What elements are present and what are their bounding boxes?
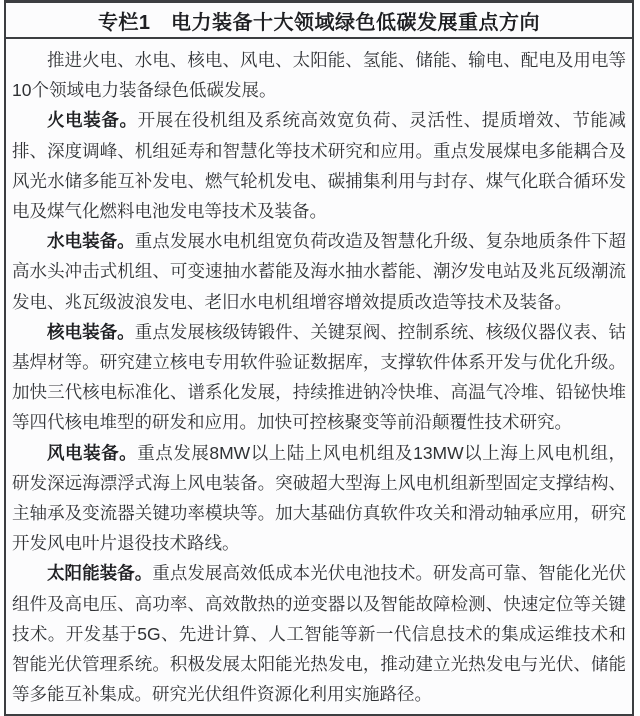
policy-box bbox=[4, 0, 634, 716]
paragraph-intro bbox=[12, 45, 626, 105]
paragraph-wind-power bbox=[12, 438, 626, 559]
paragraph-hydro-power-text: 重点发展水电机组宽负荷改造及智慧化升级、复杂地质条件下超高水头冲击式机组、可变速抽水蓄能及海水抽水蓄能、潮汐发电站及兆瓦级潮流发电、兆瓦级波浪发电、老旧水电机组增容增效提质改造等技术及装备。 bbox=[12, 231, 626, 312]
box-header bbox=[6, 3, 632, 39]
paragraph-nuclear-power bbox=[12, 317, 626, 438]
paragraph-solar-power-lead: 太阳能装备。 bbox=[47, 563, 153, 584]
paragraph-wind-power-text: 重点发展8MW以上陆上风电机组及13MW以上海上风电机组，研发深远海漂浮式海上风电装备。突破超大型海上风电机组新型固定支撑结构、主轴承及变流器关键功率模块等。加大基础仿真软件攻关和滑动轴承应用，研究开发风电叶片退役技术路线。 bbox=[12, 442, 627, 554]
paragraph-nuclear-power-text: 重点发展核级铸锻件、关键泵阀、控制系统、核级仪器仪表、钴基焊材等。研究建立核电专用软件验证数据库，支撑软件体系开发与优化升级。加快三代核电标准化、谱系化发展，持续推进钠冷快堆、高温气冷堆、铅铋快堆等四代核电堆型的研发和应用。加快可控核聚变等前沿颠覆性技术研究。 bbox=[12, 321, 626, 433]
paragraph-nuclear-power-lead: 核电装备。 bbox=[47, 321, 135, 342]
paragraph-solar-power-text: 重点发展高效低成本光伏电池技术。研发高可靠、智能化光伏组件及高电压、高功率、高效散热的逆变器以及智能故障检测、快速定位等关键技术。开发基于5G、先进计算、人工智能等新一代信息技术的集成运维技术和智能光伏管理系统。积极发展太阳能光热发电，推动建立光热发电与光伏、储能等多能互补集成。研究光伏组件资源化利用实施路径。 bbox=[12, 563, 626, 705]
box-title: 专栏1 电力装备十大领域绿色低碳发展重点方向 bbox=[97, 11, 541, 34]
paragraph-solar-power bbox=[12, 558, 626, 709]
paragraph-hydro-power bbox=[12, 226, 626, 317]
paragraph-intro-text: 推进火电、水电、核电、风电、太阳能、氢能、储能、输电、配电及用电等10个领域电力装备绿色低碳发展。 bbox=[12, 50, 626, 101]
paragraph-wind-power-lead: 风电装备。 bbox=[47, 442, 138, 463]
paragraph-thermal-power-text: 开展在役机组及系统高效宽负荷、灵活性、提质增效、节能减排、深度调峰、机组延寿和智慧化等技术研究和应用。重点发展煤电多能耦合及风光水储多能互补发电、燃气轮机发电、碳捕集利用与封存、煤气化联合循环发电及煤气化燃料电池发电等技术及装备。 bbox=[12, 110, 627, 222]
paragraph-thermal-power-lead: 火电装备。 bbox=[47, 110, 138, 131]
paragraph-thermal-power bbox=[12, 105, 626, 226]
box-body bbox=[6, 39, 632, 712]
paragraph-hydro-power-lead: 水电装备。 bbox=[47, 231, 135, 252]
